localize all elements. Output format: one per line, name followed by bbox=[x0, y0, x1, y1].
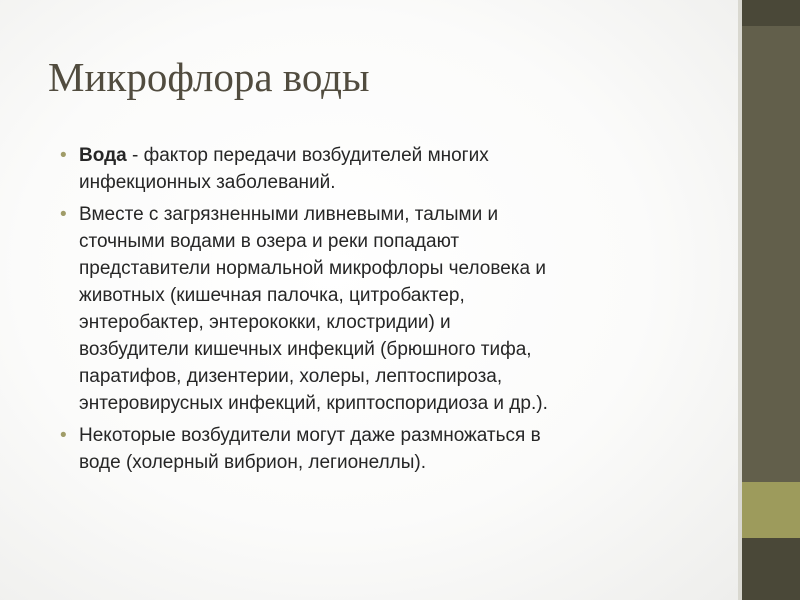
bullet-item-contamination bbox=[60, 201, 700, 417]
bullet-text: - фактор передачи возбудителей многих bbox=[126, 145, 489, 166]
bullet-line: энтеробактер, энтерококки, клостридии) и bbox=[79, 312, 451, 333]
side-band-top-block bbox=[742, 0, 800, 26]
side-band-accent-block bbox=[742, 482, 800, 538]
bullet-line: Некоторые возбудители могут даже размножаться в bbox=[79, 425, 541, 446]
decorative-side-band bbox=[738, 0, 800, 600]
bullet-list bbox=[60, 142, 700, 481]
bullet-line bbox=[79, 142, 700, 169]
bullet-item-reproduction bbox=[60, 422, 700, 476]
bullet-icon: • bbox=[60, 425, 67, 446]
bullet-line: Вместе с загрязненными ливневыми, талыми и bbox=[79, 204, 499, 225]
bullet-line: возбудители кишечных инфекций (брюшного тифа, bbox=[79, 339, 532, 360]
bullet-line: инфекционных заболеваний. bbox=[79, 172, 336, 193]
bullet-line: воде (холерный вибрион, легионеллы). bbox=[79, 452, 427, 473]
bullet-line: паратифов, дизентерии, холеры, лептоспироза, bbox=[79, 366, 503, 387]
bullet-icon: • bbox=[60, 145, 67, 166]
slide-title: Микрофлора воды bbox=[48, 54, 370, 100]
bullet-item-water bbox=[60, 142, 700, 196]
bullet-line: животных (кишечная палочка, цитробактер, bbox=[79, 285, 465, 306]
side-band-bottom-block bbox=[742, 538, 800, 600]
bullet-term: Вода bbox=[79, 145, 127, 166]
bullet-line: представители нормальной микрофлоры человека и bbox=[79, 258, 546, 279]
bullet-icon: • bbox=[60, 204, 67, 225]
bullet-line: энтеровирусных инфекций, криптоспоридиоза и др.). bbox=[79, 393, 548, 414]
bullet-line: сточными водами в озера и реки попадают bbox=[79, 231, 460, 252]
